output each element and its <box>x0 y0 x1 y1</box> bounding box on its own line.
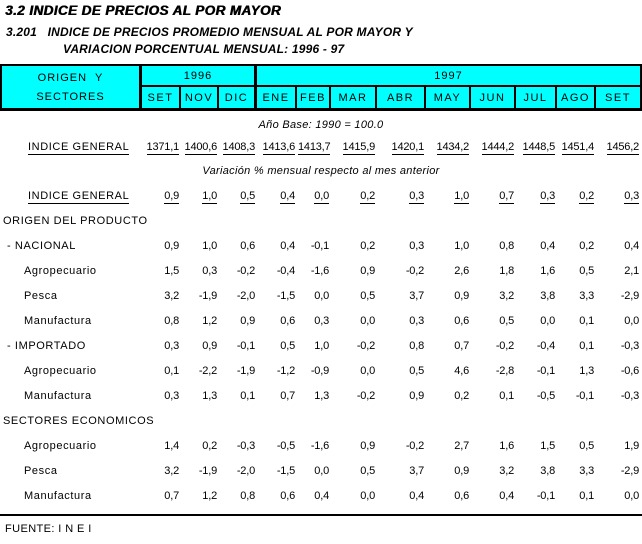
value-cell: 1444,2 <box>481 140 514 153</box>
table-row <box>0 383 642 408</box>
value-cell: 1,2 <box>202 314 217 327</box>
value-cell: 1,3 <box>579 364 594 377</box>
row-label: - NACIONAL <box>7 239 76 252</box>
value-cell: 0,0 <box>540 314 555 327</box>
variation-note: Variación % mensual respecto al mes anterior <box>202 165 440 177</box>
value-cell: 0,9 <box>409 389 424 402</box>
year-group-1997: 1997 <box>257 66 640 87</box>
value-cell: 1,0 <box>314 339 329 352</box>
value-cell: 0,3 <box>624 189 639 202</box>
value-cell: 0,0 <box>314 189 329 202</box>
value-cell: 1420,1 <box>391 140 424 153</box>
value-cell: -1,6 <box>310 264 329 277</box>
value-cell: -2,9 <box>620 289 639 302</box>
row-label: Pesca <box>24 289 58 302</box>
value-cell: 0,1 <box>579 339 594 352</box>
value-cell: 0,3 <box>164 389 179 402</box>
value-cell: 1408,3 <box>222 140 255 153</box>
value-cell: 0,8 <box>409 339 424 352</box>
value-cell: 0,0 <box>314 289 329 302</box>
column-header-1997-jul: JUL <box>516 87 557 108</box>
value-cell: -1,9 <box>198 289 217 302</box>
value-cell: 0,2 <box>360 239 375 252</box>
row-label: Manufactura <box>24 389 92 402</box>
value-cell: 1,5 <box>540 439 555 452</box>
value-cell: 0,9 <box>164 239 179 252</box>
value-cell: 3,3 <box>579 464 594 477</box>
value-cell: 0,4 <box>280 239 295 252</box>
value-cell: -0,2 <box>405 264 424 277</box>
value-cell: 1,6 <box>499 439 514 452</box>
column-header-1996-set: SET <box>142 87 181 108</box>
base-year-note: Año Base: 1990 = 100.0 <box>258 119 384 131</box>
row-label: - IMPORTADO <box>7 339 86 352</box>
source-note: FUENTE: I N E I <box>5 523 92 535</box>
value-cell: 1400,6 <box>184 140 217 153</box>
column-header-1997-ago: AGO <box>557 87 596 108</box>
value-cell: -0,9 <box>310 364 329 377</box>
row-label: INDICE GENERAL <box>28 189 130 202</box>
value-cell: -0,4 <box>536 339 555 352</box>
value-cell: 0,8 <box>499 239 514 252</box>
value-cell: 0,9 <box>454 464 469 477</box>
value-cell: 0,6 <box>454 489 469 502</box>
value-cell: 0,5 <box>360 289 375 302</box>
value-cell: 0,2 <box>202 439 217 452</box>
column-header-1997-jun: JUN <box>471 87 516 108</box>
value-cell: -1,5 <box>276 464 295 477</box>
value-cell: 0,0 <box>360 364 375 377</box>
value-cell: 1456,2 <box>606 140 639 153</box>
value-cell: 0,2 <box>360 189 375 202</box>
value-cell: 0,0 <box>360 489 375 502</box>
value-cell: 0,4 <box>409 489 424 502</box>
column-header-1996-dic: DIC <box>219 87 257 108</box>
value-cell: 0,5 <box>360 464 375 477</box>
column-header-1997-may: MAY <box>426 87 471 108</box>
value-cell: 0,9 <box>454 289 469 302</box>
value-cell: 1,0 <box>454 189 469 202</box>
column-header-origin-sectors <box>2 66 142 108</box>
value-cell: -2,8 <box>495 364 514 377</box>
value-cell: 0,9 <box>240 314 255 327</box>
subtitle-line2: VARIACION PORCENTUAL MENSUAL: 1996 - 97 <box>63 42 345 56</box>
value-cell: 0,5 <box>499 314 514 327</box>
row-label: Manufactura <box>24 489 92 502</box>
table-row <box>0 208 642 233</box>
table-row <box>0 308 642 333</box>
value-cell: 0,6 <box>280 314 295 327</box>
value-cell: 3,8 <box>540 289 555 302</box>
value-cell: 1,0 <box>454 239 469 252</box>
value-cell: -2,0 <box>236 289 255 302</box>
value-cell: 0,3 <box>540 189 555 202</box>
table-header <box>0 64 642 111</box>
value-cell: -0,2 <box>405 439 424 452</box>
value-cell: 3,7 <box>409 464 424 477</box>
value-cell: 1,8 <box>499 264 514 277</box>
value-cell: 2,1 <box>624 264 639 277</box>
value-cell: 0,1 <box>164 364 179 377</box>
value-cell: 0,8 <box>164 314 179 327</box>
value-cell: 1,0 <box>202 189 217 202</box>
value-cell: 0,3 <box>202 264 217 277</box>
value-cell: -2,9 <box>620 464 639 477</box>
value-cell: 1451,4 <box>561 140 594 153</box>
column-header-1997-ene: ENE <box>257 87 297 108</box>
value-cell: 0,7 <box>454 339 469 352</box>
row-label: ORIGEN DEL PRODUCTO <box>3 214 148 227</box>
subtitle-line1: 3.201 INDICE DE PRECIOS PROMEDIO MENSUAL AL POR MAYOR Y <box>6 25 413 39</box>
table-row <box>0 458 642 483</box>
column-header-1997-mar: MAR <box>331 87 377 108</box>
table-row <box>0 483 642 508</box>
value-cell: 1,3 <box>202 389 217 402</box>
row-label: Manufactura <box>24 314 92 327</box>
value-cell: 0,7 <box>499 189 514 202</box>
column-header-1997-set: SET <box>605 91 631 104</box>
value-cell: -1,2 <box>276 364 295 377</box>
column-header-1997-abr: ABR <box>377 87 426 108</box>
value-cell: -0,1 <box>536 489 555 502</box>
page-title: 3.2 INDICE DE PRECIOS AL POR MAYOR <box>5 3 281 18</box>
value-cell: -0,5 <box>536 389 555 402</box>
row-label: Agropecuario <box>24 439 97 452</box>
year-group-1996: 1996 <box>142 66 257 87</box>
index-rows <box>0 134 642 159</box>
value-cell: 3,2 <box>164 289 179 302</box>
value-cell: 0,5 <box>409 364 424 377</box>
value-cell: 0,3 <box>409 239 424 252</box>
value-cell: -0,2 <box>495 339 514 352</box>
value-cell: 1,4 <box>164 439 179 452</box>
value-cell: -0,2 <box>356 339 375 352</box>
value-cell: 0,5 <box>240 189 255 202</box>
value-cell: 1413,7 <box>298 140 331 153</box>
value-cell: 0,4 <box>280 189 295 202</box>
row-label: Pesca <box>24 464 58 477</box>
value-cell: -0,1 <box>575 389 594 402</box>
value-cell: 3,2 <box>164 464 179 477</box>
value-cell: 0,6 <box>280 489 295 502</box>
value-cell: 2,7 <box>454 439 469 452</box>
value-cell: 0,3 <box>409 314 424 327</box>
value-cell: -0,1 <box>536 364 555 377</box>
value-cell: -1,5 <box>276 289 295 302</box>
bottom-rule <box>0 514 642 516</box>
value-cell: 0,5 <box>280 339 295 352</box>
value-cell: -0,1 <box>310 239 329 252</box>
value-cell: 1413,6 <box>262 140 295 153</box>
value-cell: -0,4 <box>276 264 295 277</box>
value-cell: 0,0 <box>624 489 639 502</box>
value-cell: -0,2 <box>356 389 375 402</box>
value-cell: 0,4 <box>499 489 514 502</box>
value-cell: 0,9 <box>360 264 375 277</box>
value-cell: 0,0 <box>360 314 375 327</box>
value-cell: 0,2 <box>454 389 469 402</box>
value-cell: -0,3 <box>236 439 255 452</box>
value-cell: 1,3 <box>314 389 329 402</box>
column-header-1997-feb: FEB <box>297 87 331 108</box>
value-cell: 0,2 <box>579 239 594 252</box>
table-row <box>0 258 642 283</box>
value-cell: -0,3 <box>620 339 639 352</box>
column-header-1996-nov: NOV <box>181 87 219 108</box>
value-cell: 0,5 <box>579 264 594 277</box>
value-cell: 0,7 <box>164 489 179 502</box>
value-cell: -0,2 <box>236 264 255 277</box>
value-cell: 0,4 <box>624 239 639 252</box>
row-label: INDICE GENERAL <box>28 140 130 153</box>
value-cell: 0,9 <box>360 439 375 452</box>
value-cell: 1,5 <box>164 264 179 277</box>
value-cell: 3,2 <box>499 464 514 477</box>
value-cell: 0,6 <box>240 239 255 252</box>
table-row <box>0 408 642 433</box>
value-cell: 0,6 <box>454 314 469 327</box>
table-row <box>0 433 642 458</box>
value-cell: -1,9 <box>236 364 255 377</box>
value-cell: -1,6 <box>310 439 329 452</box>
value-cell: 0,2 <box>579 189 594 202</box>
value-cell: 0,1 <box>499 389 514 402</box>
value-cell: 3,2 <box>499 289 514 302</box>
table-row <box>0 283 642 308</box>
value-cell: -0,6 <box>620 364 639 377</box>
value-cell: 0,9 <box>164 189 179 202</box>
value-cell: 0,1 <box>579 314 594 327</box>
value-cell: -1,9 <box>198 464 217 477</box>
value-cell: 1,2 <box>202 489 217 502</box>
value-cell: 4,6 <box>454 364 469 377</box>
value-cell: 0,3 <box>314 314 329 327</box>
value-cell: 0,8 <box>240 489 255 502</box>
row-label: Agropecuario <box>24 364 97 377</box>
value-cell: 0,3 <box>409 189 424 202</box>
table-row <box>0 233 642 258</box>
value-cell: 0,1 <box>240 389 255 402</box>
value-cell: 3,8 <box>540 464 555 477</box>
table-row <box>0 333 642 358</box>
table-row <box>0 134 642 159</box>
value-cell: 0,5 <box>579 439 594 452</box>
value-cell: 0,3 <box>164 339 179 352</box>
value-cell: 1,9 <box>624 439 639 452</box>
value-cell: 1415,9 <box>342 140 375 153</box>
value-cell: 3,3 <box>579 289 594 302</box>
value-cell: -0,1 <box>236 339 255 352</box>
value-cell: 3,7 <box>409 289 424 302</box>
value-cell: 1,0 <box>202 239 217 252</box>
table-row <box>0 183 642 208</box>
variation-rows <box>0 183 642 508</box>
value-cell: 2,6 <box>454 264 469 277</box>
value-cell: 1371,1 <box>146 140 179 153</box>
value-cell: 0,0 <box>624 314 639 327</box>
value-cell: 1448,5 <box>522 140 555 153</box>
value-cell: -0,3 <box>620 389 639 402</box>
value-cell: 0,7 <box>280 389 295 402</box>
value-cell: 1,6 <box>540 264 555 277</box>
value-cell: -2,2 <box>198 364 217 377</box>
value-cell: 0,4 <box>540 239 555 252</box>
value-cell: 0,9 <box>202 339 217 352</box>
value-cell: -0,5 <box>276 439 295 452</box>
value-cell: -2,0 <box>236 464 255 477</box>
value-cell: 0,1 <box>579 489 594 502</box>
value-cell: 0,4 <box>314 489 329 502</box>
value-cell: 0,0 <box>314 464 329 477</box>
row-label: SECTORES ECONOMICOS <box>3 414 155 427</box>
value-cell: 1434,2 <box>436 140 469 153</box>
table-row <box>0 358 642 383</box>
column-header-origin-line1: ORIGEN Y <box>37 71 104 84</box>
column-header-origin-line2: SECTORES <box>36 90 105 103</box>
row-label: Agropecuario <box>24 264 97 277</box>
